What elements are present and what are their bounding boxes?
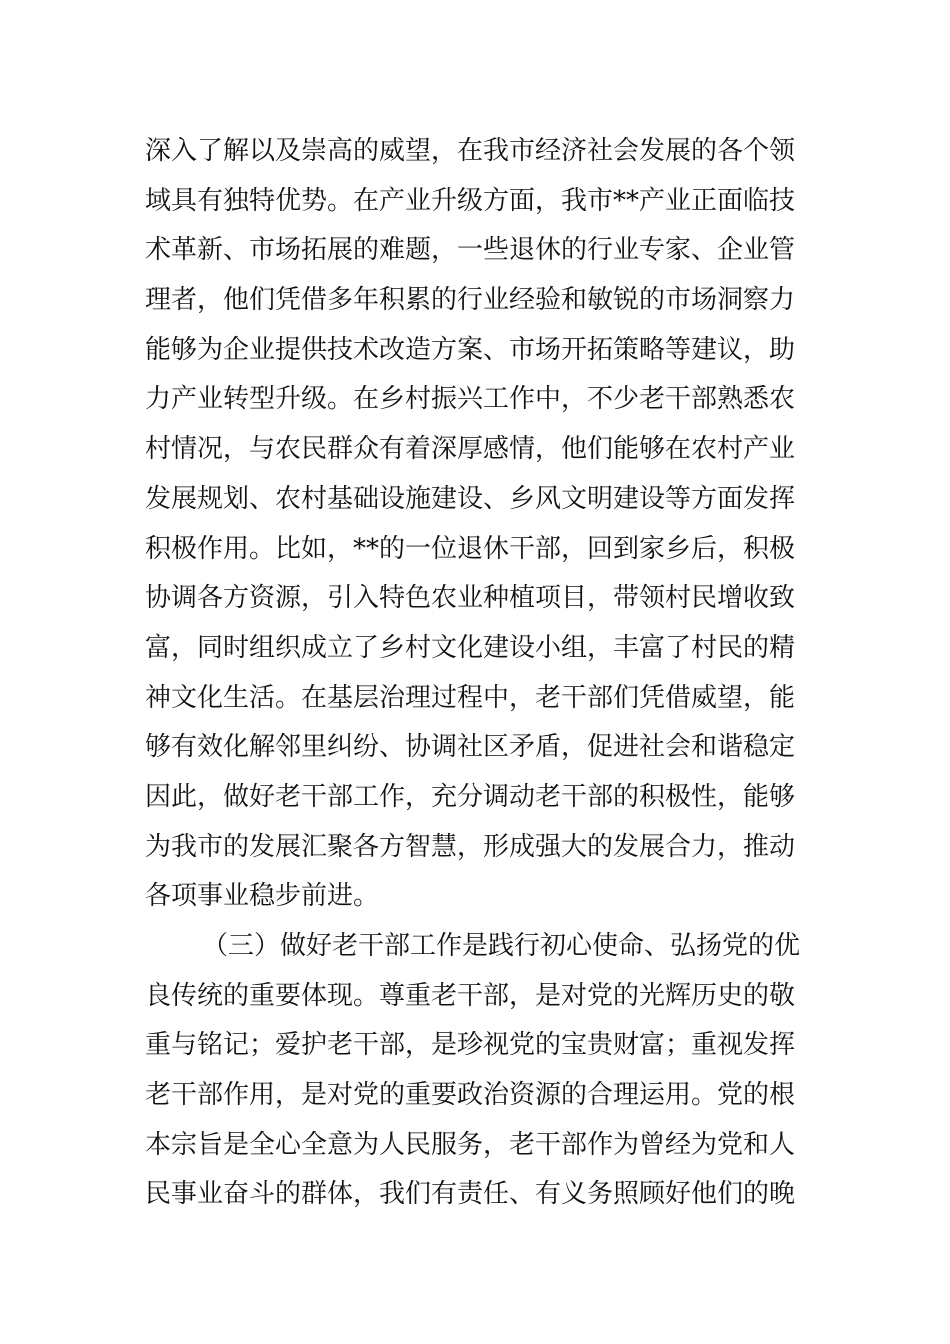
- text-line: 术革新、市场拓展的难题，一些退休的行业专家、企业管: [145, 235, 796, 266]
- section-heading-line: （三）做好老干部工作是践行初心使命、弘扬党的优: [202, 931, 801, 961]
- text-line: 协调各方资源，引入特色农业种植项目，带领村民增收致: [145, 583, 796, 614]
- text-line: 域具有独特优势。在产业升级方面，我市**产业正面临技: [145, 185, 796, 216]
- paragraph-2: [145, 922, 810, 1220]
- text-line: 重与铭记；爱护老干部，是珍视党的宝贵财富；重视发挥: [145, 1030, 796, 1061]
- text-line: 因此，做好老干部工作，充分调动老干部的积极性，能够: [145, 781, 796, 812]
- text-line: 力产业转型升级。在乡村振兴工作中，不少老干部熟悉农: [145, 384, 796, 415]
- document-body: [145, 127, 810, 1220]
- text-line: 民事业奋斗的群体，我们有责任、有义务照顾好他们的晚: [145, 1179, 796, 1210]
- text-line: 本宗旨是全心全意为人民服务，老干部作为曾经为党和人: [145, 1129, 796, 1160]
- text-line: 神文化生活。在基层治理过程中，老干部们凭借威望，能: [145, 682, 796, 713]
- text-line: 理者，他们凭借多年积累的行业经验和敏锐的市场洞察力: [145, 285, 796, 316]
- text-line: 够有效化解邻里纠纷、协调社区矛盾，促进社会和谐稳定: [145, 732, 796, 763]
- text-line: 村情况，与农民群众有着深厚感情，他们能够在农村产业: [145, 434, 796, 465]
- text-line: 能够为企业提供技术改造方案、市场开拓策略等建议，助: [145, 334, 796, 365]
- text-line: 良传统的重要体现。尊重老干部，是对党的光辉历史的敬: [145, 980, 796, 1011]
- text-line: 为我市的发展汇聚各方智慧，形成强大的发展合力，推动: [145, 831, 796, 862]
- text-line: 深入了解以及崇高的威望，在我市经济社会发展的各个领: [145, 136, 796, 166]
- paragraph-1: [145, 127, 810, 922]
- text-line: 各项事业稳步前进。: [145, 881, 380, 912]
- text-line: 发展规划、农村基础设施建设、乡风文明建设等方面发挥: [145, 483, 796, 514]
- text-line: 积极作用。比如，**的一位退休干部，回到家乡后，积极: [145, 533, 796, 564]
- text-line: 富，同时组织成立了乡村文化建设小组，丰富了村民的精: [145, 632, 796, 663]
- text-line: 老干部作用，是对党的重要政治资源的合理运用。党的根: [145, 1080, 796, 1111]
